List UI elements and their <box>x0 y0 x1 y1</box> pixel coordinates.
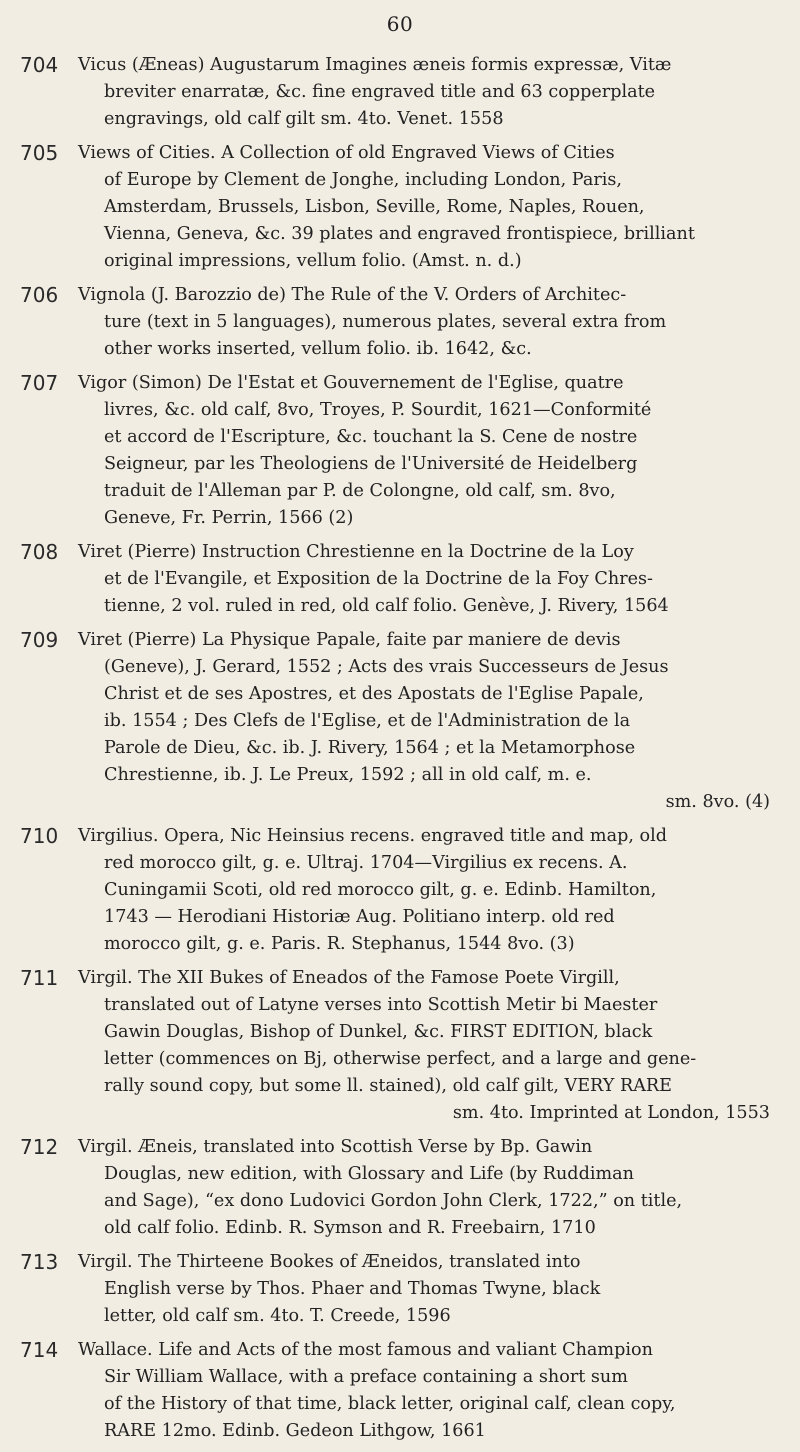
entry-line: rally sound copy, but some ll. stained), old calf gilt, VERY RARE <box>104 1076 673 1096</box>
entry-line: Virgil. The Thirteene Bookes of Æneidos, translated into <box>78 1252 581 1272</box>
lot-number: 707 <box>20 371 59 395</box>
catalogue-entry <box>0 52 800 133</box>
entry-line: Virgil. Æneis, translated into Scottish Verse by Bp. Gawin <box>78 1137 593 1157</box>
lot-number: 713 <box>20 1250 59 1274</box>
entry-line: RARE 12mo. Edinb. Gedeon Lithgow, 1661 <box>104 1421 486 1441</box>
entry-line: Sir William Wallace, with a preface containing a short sum <box>104 1367 628 1387</box>
entry-line: Geneve, Fr. Perrin, 1566 (2) <box>104 508 354 528</box>
entry-line: Christ et de ses Apostres, et des Apostats de l'Eglise Papale, <box>104 684 644 704</box>
entry-text <box>78 140 770 275</box>
entry-text <box>78 370 770 532</box>
entry-line: Vigor (Simon) De l'Estat et Gouvernement de l'Eglise, quatre <box>78 373 624 393</box>
catalogue-entries <box>0 52 800 1452</box>
entry-line: morocco gilt, g. e. Paris. R. Stephanus, 1544 8vo. (3) <box>104 934 575 954</box>
entry-line: Gawin Douglas, Bishop of Dunkel, &c. FIRST EDITION, black <box>104 1022 653 1042</box>
entry-line: Views of Cities. A Collection of old Engraved Views of Cities <box>78 143 615 163</box>
catalogue-entry <box>0 1337 800 1445</box>
entry-line: traduit de l'Alleman par P. de Colongne, old calf, sm. 8vo, <box>104 481 616 501</box>
entry-line: Seigneur, par les Theologiens de l'Université de Heidelberg <box>104 454 638 474</box>
entry-line: and Sage), “ex dono Ludovici Gordon John Clerk, 1722,” on title, <box>104 1191 683 1211</box>
entry-text <box>78 823 770 958</box>
lot-number: 704 <box>20 53 59 77</box>
entry-line: Amsterdam, Brussels, Lisbon, Seville, Rome, Naples, Rouen, <box>104 197 645 217</box>
lot-number: 705 <box>20 141 59 165</box>
catalogue-entry <box>0 140 800 275</box>
entry-line: Vicus (Æneas) Augustarum Imagines æneis formis expressæ, Vitæ <box>78 55 672 75</box>
entry-line: et accord de l'Escripture, &c. touchant la S. Cene de nostre <box>104 427 638 447</box>
entry-text <box>78 965 770 1127</box>
lot-number: 706 <box>20 283 59 307</box>
entry-line: Parole de Dieu, &c. ib. J. Rivery, 1564 ; et la Metamorphose <box>104 738 636 758</box>
page-number: 60 <box>386 12 414 36</box>
entry-line: Virgil. The XII Bukes of Eneados of the Famose Poete Virgill, <box>78 968 620 988</box>
lot-number: 712 <box>20 1135 59 1159</box>
entry-text <box>78 282 770 363</box>
entry-line: 1743 — Herodiani Historiæ Aug. Politiano interp. old red <box>104 907 615 927</box>
entry-line: sm. 4to. Imprinted at London, 1553 <box>452 1103 770 1123</box>
catalogue-entry <box>0 627 800 816</box>
entry-line: Wallace. Life and Acts of the most famous and valiant Champion <box>78 1340 653 1360</box>
entry-line: of the History of that time, black letter, original calf, clean copy, <box>104 1394 676 1414</box>
entry-line: ib. 1554 ; Des Clefs de l'Eglise, et de l'Administration de la <box>104 711 631 731</box>
entry-line: other works inserted, vellum folio. ib. 1642, &c. <box>104 339 532 359</box>
catalogue-entry <box>0 370 800 532</box>
entry-text <box>78 1134 770 1242</box>
entry-line: Vienna, Geneva, &c. 39 plates and engraved frontispiece, brilliant <box>104 224 695 244</box>
entry-line: of Europe by Clement de Jonghe, including London, Paris, <box>104 170 622 190</box>
entry-line: English verse by Thos. Phaer and Thomas Twyne, black <box>104 1279 601 1299</box>
entry-line: translated out of Latyne verses into Scottish Metir bi Maester <box>104 995 658 1015</box>
entry-line: Vignola (J. Barozzio de) The Rule of the V. Orders of Architec- <box>78 285 627 305</box>
entry-line: Chrestienne, ib. J. Le Preux, 1592 ; all in old calf, m. e. <box>104 765 592 785</box>
entry-line: tienne, 2 vol. ruled in red, old calf folio. Genève, J. Rivery, 1564 <box>104 596 669 616</box>
catalogue-entry <box>0 1134 800 1242</box>
catalogue-entry <box>0 1249 800 1330</box>
entry-line: red morocco gilt, g. e. Ultraj. 1704—Virgilius ex recens. A. <box>104 853 628 873</box>
entry-line: letter (commences on Bj, otherwise perfect, and a large and gene- <box>104 1049 697 1069</box>
entry-text <box>78 52 770 133</box>
catalogue-entry <box>0 539 800 620</box>
entry-line: Cuningamii Scoti, old red morocco gilt, g. e. Edinb. Hamilton, <box>104 880 657 900</box>
entry-text <box>78 539 770 620</box>
entry-line: engravings, old calf gilt sm. 4to. Venet. 1558 <box>104 109 504 129</box>
entry-line: letter, old calf sm. 4to. T. Creede, 1596 <box>104 1306 451 1326</box>
lot-number: 710 <box>20 824 59 848</box>
lot-number: 709 <box>20 628 59 652</box>
entry-line: ture (text in 5 languages), numerous plates, several extra from <box>104 312 667 332</box>
entry-line: Viret (Pierre) Instruction Chrestienne en la Doctrine de la Loy <box>78 542 634 562</box>
entry-text <box>78 1249 770 1330</box>
entry-line: breviter enarratæ, &c. fine engraved title and 63 copperplate <box>104 82 656 102</box>
entry-line: et de l'Evangile, et Exposition de la Doctrine de la Foy Chres- <box>104 569 653 589</box>
entry-line: sm. 8vo. (4) <box>665 792 770 812</box>
entry-line: Viret (Pierre) La Physique Papale, faite par maniere de devis <box>78 630 621 650</box>
lot-number: 714 <box>20 1338 59 1362</box>
catalogue-entry <box>0 282 800 363</box>
entry-line: Virgilius. Opera, Nic Heinsius recens. engraved title and map, old <box>78 826 668 846</box>
catalogue-entry <box>0 823 800 958</box>
lot-number: 711 <box>20 966 59 990</box>
entry-line: original impressions, vellum folio. (Amst. n. d.) <box>104 251 522 271</box>
entry-text <box>78 1337 770 1445</box>
entry-line: old calf folio. Edinb. R. Symson and R. Freebairn, 1710 <box>104 1218 596 1238</box>
entry-line: (Geneve), J. Gerard, 1552 ; Acts des vrais Successeurs de Jesus <box>104 657 669 677</box>
entry-line: Douglas, new edition, with Glossary and Life (by Ruddiman <box>104 1164 634 1184</box>
lot-number: 708 <box>20 540 59 564</box>
catalogue-entry <box>0 965 800 1127</box>
entry-text <box>78 627 770 816</box>
entry-line: livres, &c. old calf, 8vo, Troyes, P. Sourdit, 1621—Conformité <box>104 400 652 420</box>
